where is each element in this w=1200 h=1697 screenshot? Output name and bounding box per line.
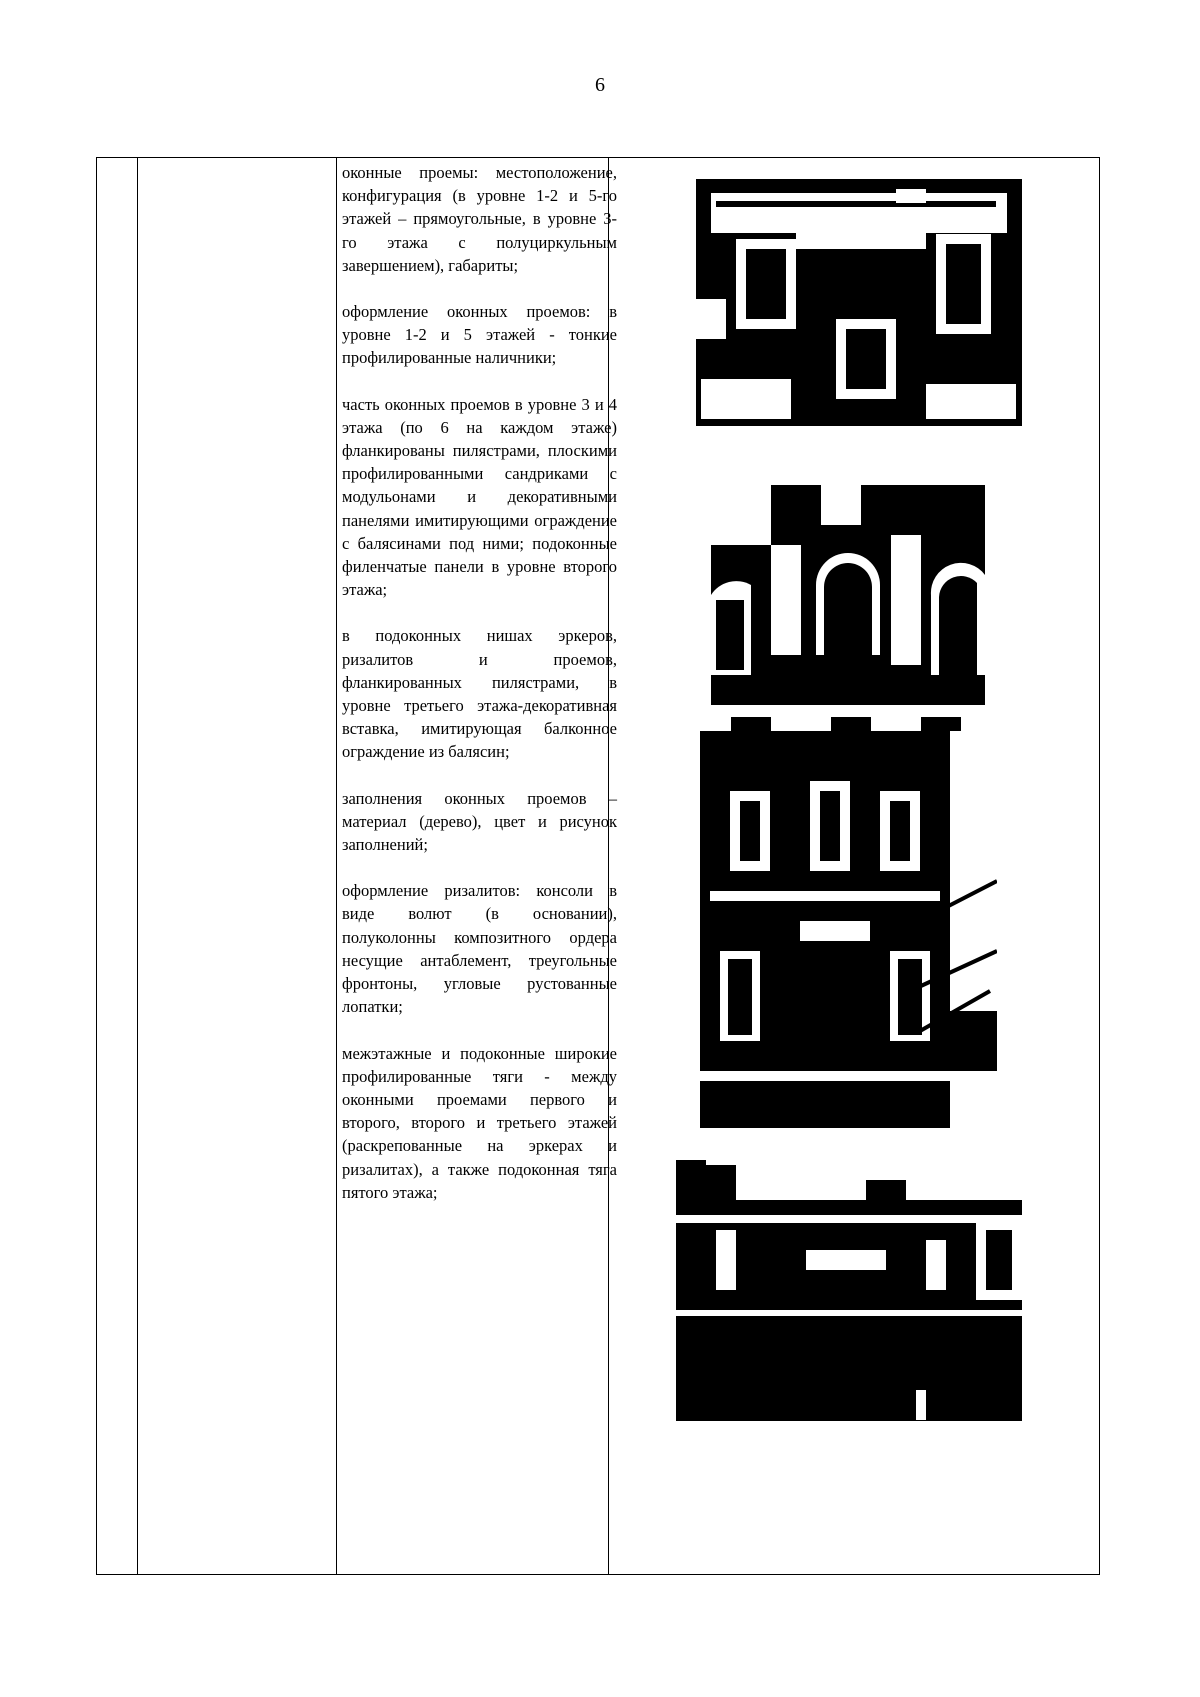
roof-parapet-photo [676, 1160, 1022, 1421]
document-table [96, 157, 1100, 1575]
facade-window-cornice-photo [696, 179, 1022, 426]
description-paragraph: часть оконных проемов в уровне 3 и 4 этажа (по 6 на каждом этаже) фланкированы пилястрами, плоскими профилированными сандриками с модульонами и декоративными панелями имитирующими ограждение с балясинами под ними; подоконные филенчатые панели в уровне второго этажа; [342, 394, 617, 600]
column-divider [336, 158, 337, 1574]
page-number: 6 [595, 74, 605, 96]
description-paragraph: в подоконных нишах эркеров, ризалитов и проемов, фланкированных пилястрами, в уровне третьего этажа-декоративная вставка, имитирующая балконное ограждение из балясин; [342, 626, 617, 762]
building-bay-photo [700, 731, 997, 1128]
description-paragraph: заполнения оконных проемов – материал (дерево), цвет и рисунок заполнений; [342, 788, 617, 855]
description-paragraph: оконные проемы: местоположение, конфигурация (в уровне 1-2 и 5-го этажей – прямоугольные, в уровне 3-го этажа с полуциркульным завершением), габариты; [342, 163, 617, 275]
description-cell [342, 158, 617, 1204]
description-paragraph: оформление оконных проемов: в уровне 1-2 и 5 этажей - тонкие профилированные наличники; [342, 302, 617, 368]
column-divider [137, 158, 138, 1574]
arched-windows-photo [711, 455, 985, 751]
description-paragraph: оформление ризалитов: консоли в виде волют (в основании), полуколонны композитного ордера несущие антаблемент, треугольные фронтоны, угловые рустованные лопатки; [342, 881, 617, 1017]
description-paragraph: межэтажные и подоконные широкие профилированные тяги - между оконными проемами первого и второго, второго и третьего этажей (раскрепованные на эркерах и ризалитах), а также подоконная тяга пятого этажа; [342, 1043, 617, 1202]
